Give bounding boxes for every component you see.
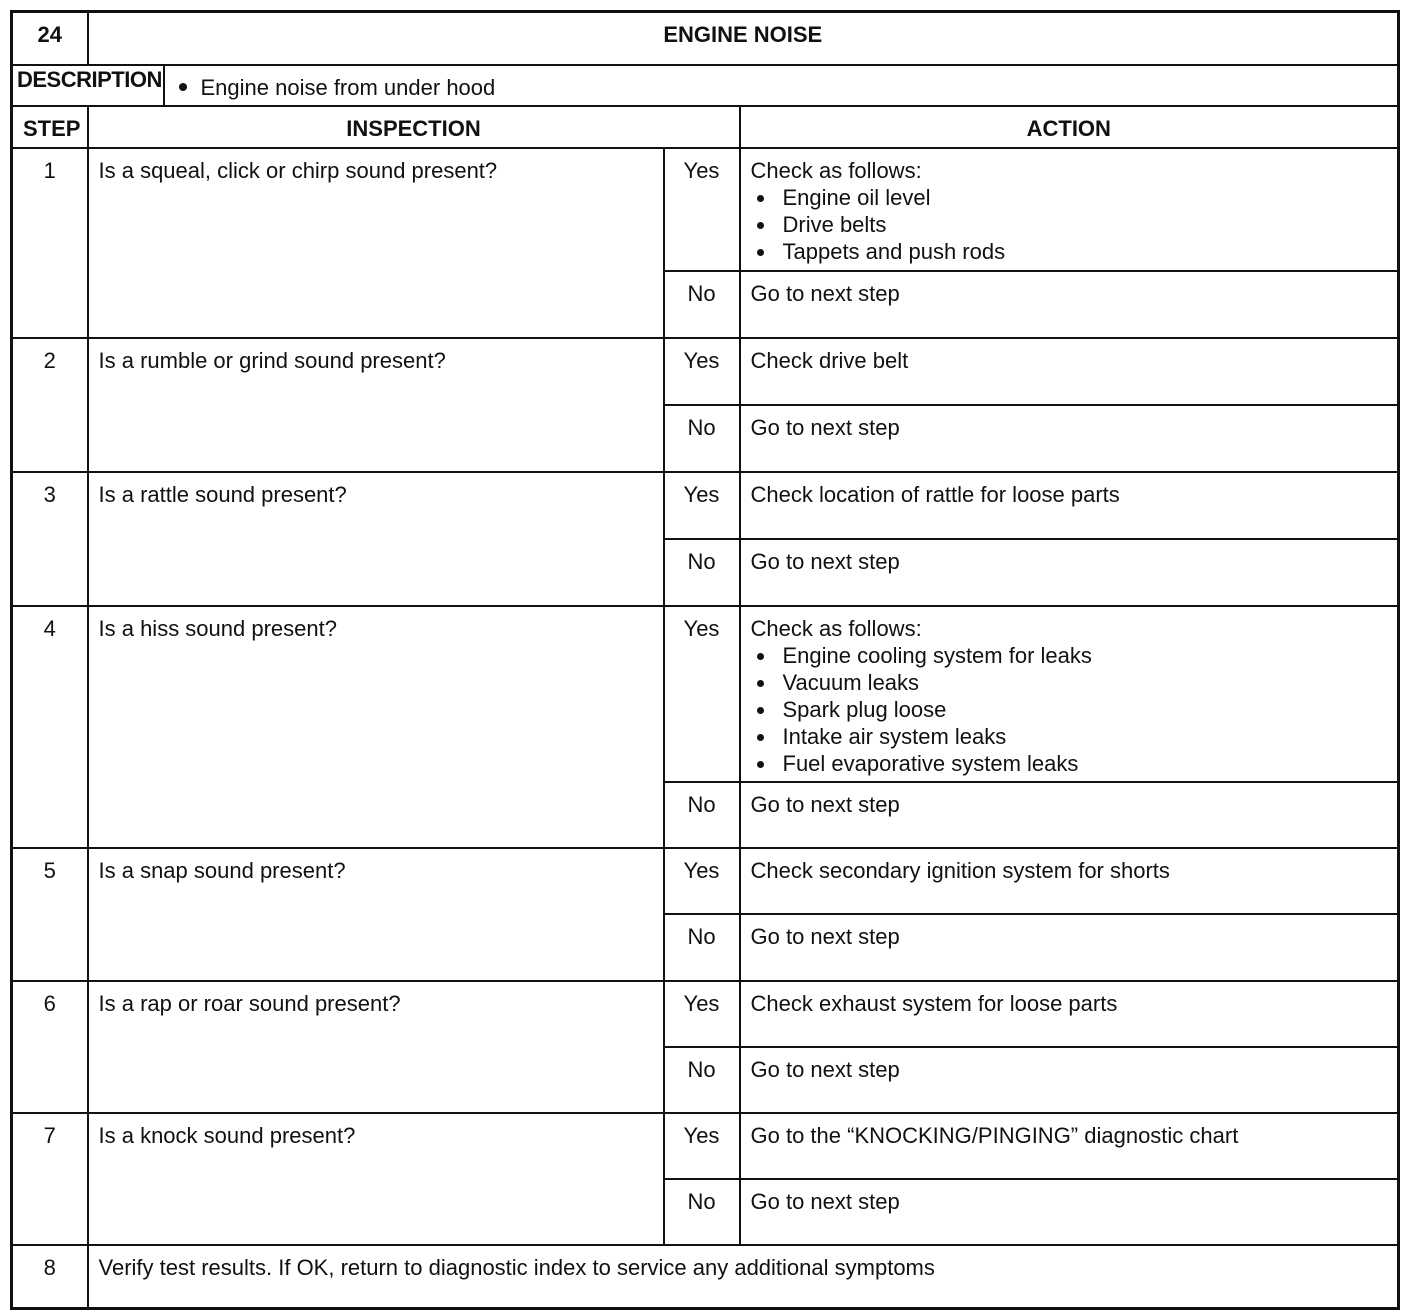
action-no-text: Go to next step	[740, 1179, 1399, 1245]
final-step-text: Verify test results. If OK, return to diagnostic index to service any additional symptoms	[88, 1245, 1399, 1309]
action-bullet-item: Engine cooling system for leaks	[751, 642, 1388, 669]
action-yes-text: Check as follows:	[750, 615, 922, 641]
diagnostic-table	[10, 10, 1400, 1310]
step-row-yes	[12, 338, 1399, 405]
step-row-yes	[12, 981, 1399, 1047]
answer-no: No	[664, 782, 740, 848]
inspection-column-header: INSPECTION	[88, 106, 740, 148]
answer-yes: Yes	[664, 148, 740, 271]
action-column-header: ACTION	[740, 106, 1399, 148]
answer-no: No	[664, 271, 740, 338]
step-number: 4	[12, 606, 88, 848]
action-no-text: Go to next step	[740, 1047, 1399, 1113]
inspection-question: Is a rattle sound present?	[88, 472, 664, 606]
step-row-yes	[12, 472, 1399, 539]
description-cell	[164, 65, 1399, 106]
final-step-number: 8	[12, 1245, 88, 1309]
answer-yes: Yes	[664, 338, 740, 405]
answer-no: No	[664, 1179, 740, 1245]
step-number: 6	[12, 981, 88, 1113]
description-label-text: DESCRIPTION	[17, 66, 162, 92]
action-bullet-item: Engine oil level	[751, 184, 1388, 211]
step-row-yes	[12, 1113, 1399, 1179]
bullet-icon	[179, 83, 187, 91]
answer-yes: Yes	[664, 472, 740, 539]
answer-no: No	[664, 914, 740, 981]
inspection-question: Is a rumble or grind sound present?	[88, 338, 664, 472]
action-bullet-list	[751, 184, 1388, 265]
description-text: Engine noise from under hood	[200, 74, 496, 100]
inspection-question: Is a hiss sound present?	[88, 606, 664, 848]
answer-yes: Yes	[664, 981, 740, 1047]
action-bullet-list	[751, 642, 1388, 777]
step-number: 7	[12, 1113, 88, 1245]
diagnostic-chart-page	[10, 10, 1397, 1307]
answer-no: No	[664, 1047, 740, 1113]
inspection-question: Is a squeal, click or chirp sound present?	[88, 148, 664, 338]
action-no-text: Go to next step	[740, 271, 1399, 338]
description-row	[12, 65, 1399, 106]
action-yes-text: Go to the “KNOCKING/PINGING” diagnostic chart	[750, 1122, 1239, 1148]
step-number: 1	[12, 148, 88, 338]
answer-no: No	[664, 539, 740, 606]
action-yes-cell	[740, 981, 1399, 1047]
action-bullet-item: Intake air system leaks	[751, 723, 1388, 750]
step-number: 2	[12, 338, 88, 472]
inspection-question: Is a knock sound present?	[88, 1113, 664, 1245]
step-number: 5	[12, 848, 88, 981]
action-no-text: Go to next step	[740, 914, 1399, 981]
action-yes-text: Check drive belt	[750, 347, 909, 373]
description-label	[12, 65, 164, 106]
column-header-row	[12, 106, 1399, 148]
action-bullet-item: Drive belts	[751, 211, 1388, 238]
action-no-text: Go to next step	[740, 782, 1399, 848]
action-no-text: Go to next step	[740, 539, 1399, 606]
action-yes-text: Check exhaust system for loose parts	[750, 990, 1118, 1016]
answer-yes: Yes	[664, 606, 740, 782]
step-row-yes	[12, 606, 1399, 782]
action-bullet-item: Fuel evaporative system leaks	[751, 750, 1388, 777]
inspection-question: Is a rap or roar sound present?	[88, 981, 664, 1113]
action-yes-cell	[740, 338, 1399, 405]
action-yes-text: Check as follows:	[750, 157, 922, 183]
step-column-header: STEP	[12, 106, 88, 148]
step-number: 3	[12, 472, 88, 606]
action-yes-cell	[740, 148, 1399, 271]
step-row-yes	[12, 148, 1399, 271]
answer-yes: Yes	[664, 1113, 740, 1179]
action-yes-cell	[740, 848, 1399, 914]
title-row	[12, 12, 1399, 65]
action-yes-text: Check secondary ignition system for shorts	[750, 857, 1170, 883]
chart-title: ENGINE NOISE	[88, 12, 1399, 65]
chart-number: 24	[12, 12, 88, 65]
action-yes-cell	[740, 472, 1399, 539]
action-yes-text: Check location of rattle for loose parts	[750, 481, 1120, 507]
answer-yes: Yes	[664, 848, 740, 914]
action-no-text: Go to next step	[740, 405, 1399, 472]
action-yes-cell	[740, 1113, 1399, 1179]
action-bullet-item: Vacuum leaks	[751, 669, 1388, 696]
answer-no: No	[664, 405, 740, 472]
action-yes-cell	[740, 606, 1399, 782]
step-row-yes	[12, 848, 1399, 914]
inspection-question: Is a snap sound present?	[88, 848, 664, 981]
action-bullet-item: Tappets and push rods	[751, 238, 1388, 265]
action-bullet-item: Spark plug loose	[751, 696, 1388, 723]
final-step-row	[12, 1245, 1399, 1309]
